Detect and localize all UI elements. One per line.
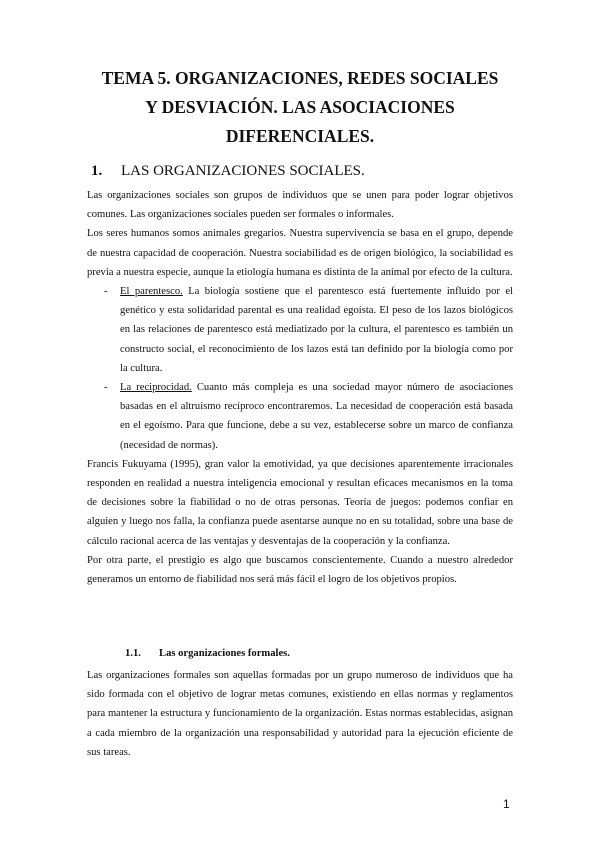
- subsection-body: [87, 666, 513, 762]
- paragraph: Francis Fukuyama (1995), gran valor la emotividad, ya que decisiones aparentemente irracionales responden en realidad a nuestra inteligencia emocional y resultan eficaces mecanismos en la toma de decisiones sobre la fiabilidad o no de otras personas. Teoría de juegos: podemos confiar en alguien y luego nos falla, la confianza puede asentarse aunque no en su totalidad, sobre una base de cálculo racional acerca de las ventajas y desventajas de la cooperación y la confianza.: [87, 458, 513, 547]
- section-body: [87, 186, 513, 589]
- paragraph: Las organizaciones sociales son grupos de individuos que se unen para poder lograr objetivos comunes. Las organizaciones sociales pueden ser formales o informales.: [87, 190, 513, 221]
- list-item-text: Cuanto más compleja es una sociedad mayor número de asociaciones basadas en el altruismo recíproco encontraremos. La necesidad de cooperación está basada en el egoísmo. Para que funcione, debe a su vez, establecerse sobre un marco de confianza (necesidad de normas).: [120, 382, 513, 451]
- subsection-number: 1.1.: [125, 648, 141, 659]
- section-title: LAS ORGANIZACIONES SOCIALES.: [121, 163, 365, 179]
- paragraph: Por otra parte, el prestigio es algo que buscamos conscientemente. Cuando a nuestro alrededor generamos un entorno de fiabilidad nos será más fácil el logro de los objetivos propios.: [87, 554, 513, 586]
- title-line-2: Y DESVIACIÓN. LAS ASOCIACIONES: [145, 97, 455, 117]
- title-line-1: TEMA 5. ORGANIZACIONES, REDES SOCIALES: [101, 68, 499, 88]
- paragraph: Las organizaciones formales son aquellas formadas por un grupo numeroso de individuos que ha sido formada con el objetivo de lograr metas comunes, existiendo en ellas normas y reglamentos para mantener la estructura y funcionamiento de la organización. Estas normas establecidas, asignan a cada miembro de la organización una responsabilidad y autoridad para la ejecución eficiente de sus tareas.: [87, 670, 513, 758]
- title-line-3: DIFERENCIALES.: [225, 126, 375, 146]
- bullet-list: [87, 282, 513, 455]
- section-heading: [91, 163, 365, 180]
- list-item: [120, 378, 513, 455]
- list-item-term: La reciprocidad.: [120, 382, 192, 394]
- paragraph: Los seres humanos somos animales gregarios. Nuestra supervivencia se basa en el grupo, depende de nuestra capacidad de cooperación. Nuestra sociabilidad es de origen biológico, la sociabilidad es previa a nuestra especie, aunque la etiología humana es distinta de la animal por efecto de la cultura.: [87, 228, 513, 278]
- list-item-term: El parentesco.: [120, 286, 183, 298]
- page-number: 1: [503, 797, 510, 811]
- subsection-title: Las organizaciones formales.: [159, 648, 290, 659]
- list-item: [120, 282, 513, 378]
- list-item-text: La biología sostiene que el parentesco está fuertemente influido por el genético y esta solidaridad parental es una realidad egoísta. El peso de los lazos biológicos en las relaciones de parentesco está mediatizado por la cultura, el parentesco es también un constructo social, el reconocimiento de los lazos está tan definido por la biología como por la cultura.: [120, 286, 513, 374]
- page-title: [80, 64, 520, 151]
- section-number: 1.: [91, 163, 103, 179]
- subsection-heading: [125, 648, 290, 659]
